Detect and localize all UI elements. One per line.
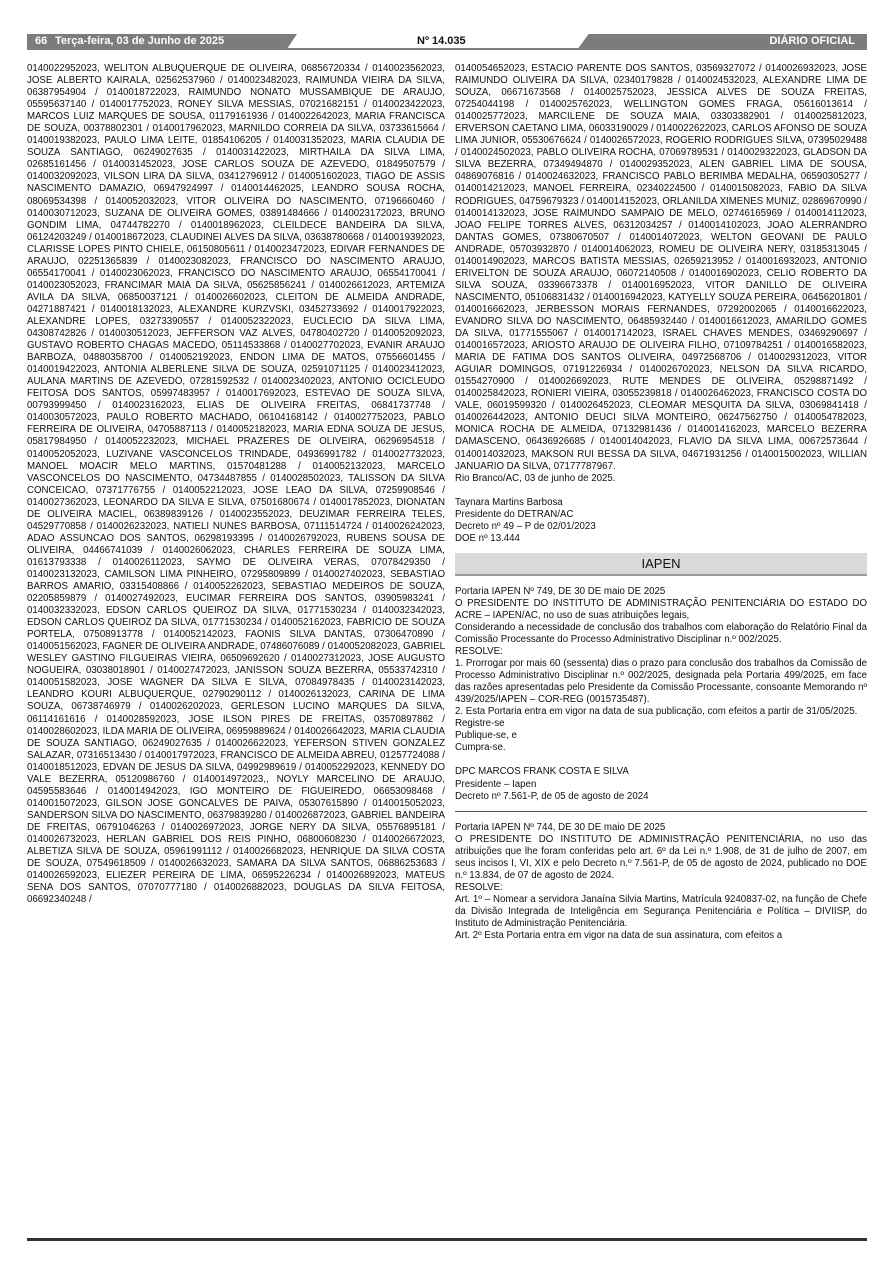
section-divider [455,811,867,812]
right-column-list: 0140054652023, ESTACIO PARENTE DOS SANTOS, 03569327072 / 0140026932023, JOSE RAIMUNDO OLIVEIRA DA SILVA, 02340179828 / 0140024532023, ALEXANDRE LIMA DE SOUZA, 06671673568 / 0140025752023, JESSICA ALVES DE SOUZA FREITAS, 07254044198 / 0140025762023, WELLINGTON GOMES FRAGA, 05616013614 / 0140025772023, MARCILENE DE SOUZA MAIA, 03303382901 / 0140025812023, ERVERSON CAETANO LIMA, 06033190029 / 0140022622023, CARLOS AFONSO DE SOUZA LIMA JUNIOR, 05530676624 / 0140026572023, ROGERIO RODRIGUES SILVA, 07395029488 / 0140024502023, PABLO OLIVEIRA ROCHA, 07069789531 / 0140029322023, GLADSON DA SILVA BEZERRA, 07349494870 / 0140029352023, ALEN GABRIEL LIMA DE SOUSA, 04869076816 / 0140024632023, FRANCISCO PABLO BERIMBA MEDALHA, 06590305277 / 0140014212023, MANOEL FERREIRA, 02340224500 / 0140015082023, FABIO DA SILVA RODRIGUES, 04759679323 / 0140014152023, ORLANILDA XIMENES MUNIZ, 02869670990 / 0140014132023, JOSE RAIMUNDO SAMPAIO DE MELO, 02746165969 / 0140014112023, JOAO FELIPE TORRES ALVES, 06312034257 / 0140014102023, JOAO ALERRANDRO DANTAS GOMES, 07380670507 / 0140014072023, WELTON GEOVANI DE PAULO ANDRADE, 05703932870 / 0140014062023, ROMEU DE OLIVEIRA NERY, 03185313045 / 0140014902023, MARCOS BATISTA MESSIAS, 02659213952 / 0140016932023, ANTONIO ERIVELTON DE SOUZA ARAUJO, 06072140508 / 0140016902023, CELIO ROBERTO DA SILVA SOUZA, 03396673378 / 0140016952023, VITOR DANILLO DE OLIVEIRA NASCIMENTO, 05106831432 / 0140016942023, KATYELLY SOUZA PEREIRA, 06456201801 / 0140016662023, JERBESSON MORAIS FERNANDES, 07292002065 / 0140016622023, EVANDRO SILVA DO NASCIMENTO, 06485932440 / 0140016612023, AMARILDO GOMES DA SILVA, 01771555067 / 0140017142023, ISRAEL CHAVES MENDES, 03469290697 / 0140016572023, ARIOSTO ARAUJO DE OLIVEIRA FILHO, 07109784251 / 0140016582023, MARIA DE FATIMA DOS SANTOS OLIVEIRA, 04972568706 / 0140029312023, VITOR AGUIAR DOMINGOS, 07191226934 / 0140026702023, NELSON DA SILVA RICARDO, 01554270900 / 0140026692023, RUTE MENDES DE OLIVEIRA, 05298871492 / 0140025842023, RONIERI VIEIRA, 03055239818 / 0140026462023, FRANCISCO COSTA DO VALE, 06019599320 / 0140026452023, CLEOMAR MESQUITA DA SILVA, 03069841418 / 0140026442023, ANTONIO DEUCI SILVA MONTEIRO, 06247562750 / 0140054782023, MONICA ROCHA DE ALMEIDA, 07132981436 / 0140014162023, MARCELO BEZERRA DAMASCENO, 06436926685 / 0140014042023, FLAVIO DA SILVA LIMA, 00672573644 / 0140014032023, MAKSON RUI BESSA DA SILVA, 04671931256 / 0140015002023, WILLIAN JANUARIO DA SILVA, 07177787967. [455,63,867,472]
signer1-role: Presidente do DETRAN/AC [455,508,574,520]
portaria1-resolve: RESOLVE: [455,646,503,658]
page-bottom-rule [27,1238,867,1241]
header-rule [27,48,867,50]
signer2-name: DPC MARCOS FRANK COSTA E SILVA [455,766,629,778]
signer1-name: Taynara Martins Barbosa [455,496,563,508]
section-header-iapen: IAPEN [455,553,867,576]
portaria1-item2: 2. Esta Portaria entra em vigor na data de sua publicação, com efeitos a partir de 31/05/2025. [455,706,858,718]
signer2-decree: Decreto nº 7.561-P, de 05 de agosto de 2024 [455,790,649,802]
page-number: 66 [35,35,48,47]
right-column [455,63,867,1233]
portaria2-title: Portaria IAPEN Nº 744, DE 30 DE maio DE 2025 [455,821,666,833]
portaria1-title: Portaria IAPEN Nº 749, DE 30 DE maio DE 2025 [455,585,666,597]
portaria2-resolve: RESOLVE: [455,881,503,893]
portaria1-closing3: Cumpra-se. [455,742,506,754]
portaria1-intro: O PRESIDENTE DO INSTITUTO DE ADMINISTRAÇÃO PENITENCIÁRIA DO ESTADO DO ACRE – IAPEN/AC, no uso de suas atribuições legais, [455,597,867,621]
portaria2-art1: Art. 1º – Nomear a servidora Janaína Silvia Martins, Matrícula 9240837-02, na função de Chefe da Divisão Integrada de Inteligência em Segurança Penitenciária e Política – DIVIISP, do Instituto de Administração Penitenciária. [455,893,867,929]
portaria1-closing1: Registre-se [455,718,505,730]
publication-title: DIÁRIO OFICIAL [769,35,855,47]
left-column [27,63,445,1233]
issue-date: Terça-feira, 03 de Junho de 2025 [55,35,225,47]
left-column-list: 0140022952023, WELITON ALBUQUERQUE DE OLIVEIRA, 06856720334 / 0140023562023, JOSE ALBERTO KAIRALA, 02562537960 / 0140023482023, RAIMUNDA VIEIRA DA SILVA, 06387954904 / 0140018722023, RAIMUNDO NONATO MUSSAMBIQUE DE ARAUJO, 05595637140 / 0140017752023, RONEY SILVA MESSIAS, 07021682151 / 0140023422023, MARCOS LUIZ MARQUES DE SOUSA, 01179161936 / 0140022642023, MARIA FRANCISCA DE SOUZA, 00378802301 / 0140017962023, MARNILDO CORREIA DA SILVA, 03733615664 / 0140019382023, PAULO LIMA LEITE, 01854106205 / 0140031352023, MARIA CLAUDIA DE SOUZA SANTIAGO, 06249027635 / 0140031422023, MIRTHAILA DA SILVA LIMA, 02685161456 / 0140031452023, JOSE CARLOS SOUZA DE AZEVEDO, 01849507579 / 0140032092023, VILSON LIRA DA SILVA, 03412796912 / 0140051602023, TIAGO DE ASSIS NASCIMENTO DAMAZIO, 06947924997 / 0140014462025, LEANDRO SOUSA ROCHA, 08069534398 / 0140052032023, VITOR OLIVEIRA DO NASCIMENTO, 07196660460 / 0140030712023, SUZANA DE OLIVEIRA GOMES, 03891484666 / 0140023172023, BRUNO GONDIM LIMA, 04744782270 / 0140018962023, CLEILDECE BANDEIRA DA SILVA, 06124203249 / 0140018672023, CLAUDINEI ALVES DA SILVA, 03638780668 / 0140019392023, CLARISSE LOPES PINTO CHIELE, 06150805611 / 0140023472023, EDIVAR FERNANDES DE ARAUJO, 02251365839 / 0140023082023, FRANCISCO DO NASCIMENTO ARAUJO, 06554170041 / 0140023062023, FRANCISCO DO NASCIMENTO ARAUJO, 06554170041 / 0140023052023, FRANCIMAR MAIA DA SILVA, 05625856241 / 0140026612023, ARTEMIZA AVILA DA SILVA, 06850037121 / 0140026602023, CLEITON DE ALMEIDA ANDRADE, 04271887421 / 0140018132023, ALEXANDRE KURZVSKI, 03452733692 / 0140017922023, ALEXANDRE LOPES, 03273390557 / 0140052322023, EUCLECIO DA SILVA LIMA, 04308742826 / 0140030512023, JEFFERSON VAZ ALVES, 04780402720 / 0140052092023, GUSTAVO ROBERTO CHAGAS MACEDO, 05114533868 / 0140027702023, EVANIR ARAUJO BARBOZA, 04880358700 / 0140052192023, ENDON LIMA DE MATOS, 07556601455 / 0140019422023, ANTONIA ALBERLENE SILVA DE SOUZA, 02591071125 / 0140023412023, AULANA MARTINS DE AZEVEDO, 07281592532 / 0140023402023, ANTONIO OCICLEUDO FEITOSA DOS SANTOS, 05997483957 / 0140017692023, ESTEVAO DE SOUZA SILVA, 00793999450 / 0140023162023, ELIAS DE OLIVEIRA FREITAS, 06841737748 / 0140030572023, PAULO ROBERTO MACHADO, 06104168142 / 0140027752023, PABLO FERREIRA DE OLIVEIRA, 04705887113 / 0140052182023, MARIA EDNA SOUZA DE JESUS, 05817984950 / 0140052232023, MICHAEL PRAZERES DE OLIVEIRA, 06296954518 / 0140052052023, LUZIVANE VASCONCELOS TRINDADE, 04936991782 / 0140027732023, MANOEL MOACIR MELO MARTINS, 01570481288 / 0140052132023, MARCELO VASCONCELOS DO NASCIMENTO, 04734487855 / 0140028502023, TALISSON DA SILVA CONCEICAO, 07371776755 / 0140052212023, JOSE LEAO DA SILVA, 07259908546 / 0140027362023, LEONARDO DA SILVA E SILVA, 07501680674 / 0140017852023, DIONATAN DE OLIVEIRA MACIEL, 06389839126 / 0140023552023, DEUZIMAR FERREIRA TELES, 04529770858 / 0140026232023, NATIELI NUNES BARBOSA, 07111514724 / 0140026242023, ADAO ASSUNCAO DOS SANTOS, 06298193395 / 0140026792023, RUBENS SOUSA DE OLIVEIRA, 04466741039 / 0140026062023, CHARLES FERREIRA DE SOUZA LIMA, 01613793338 / 0140026112023, SAYMO DE OLIVEIRA VERAS, 07078429350 / 0140023132023, CAMILSON LIMA PINHEIRO, 07295809899 / 0140027402023, SEBASTIAO BARROS AMARIO, 03315408866 / 0140052262023, SEBASTIAO MEDEIROS DE SOUZA, 02205859879 / 0140027492023, EUCIMAR FERREIRA DOS SANTOS, 03905983241 / 0140032332023, EDSON CARLOS QUEIROZ DA SILVA, 01771530234 / 0140032342023, EDSON CARLOS QUEIROZ DA SILVA, 01771530234 / 0140052162023, FABRICIO DE SOUZA PORTELA, 07508913778 / 0140052142023, FAONIS SILVA DANTAS, 07306470890 / 0140051562023, FAGNER DE OLIVEIRA ANDRADE, 07486076089 / 0140052082023, GABRIEL WESLEY GASTINO FILGUEIRAS VIEIRA, 06509692620 / 0140027312023, JOSE AUGUSTO NOGUEIRA, 03038018901 / 0140027472023, JANISSON SOUZA BEZERRA, 05533742310 / 0140051582023, JOSE WAGNER DA SILVA E SILVA, 07084978435 / 0140023142023, LEANDRO KOURI ALBUQUERQUE, 02790290112 / 0140026132023, CARINA DE LIMA SOUZA, 06738746979 / 0140026202023, GERLESON LUCINO MARQUES DA SILVA, 06114161616 / 0140028592023, JOSE ILSON PIRES DE FREITAS, 03570897862 / 0140028602023, ILDA MARIA DE OLIVEIRA, 06959889624 / 0140026642023, MARIA CLAUDIA DE SOUZA SANTIAGO, 06249027635 / 0140026622023, YEFERSON STIVEN GONZALEZ SALAZAR, 07316513430 / 0140017972023, FRANCISCO DE ALMEIDA ABREU, 01257724088 / 0140018512023, EDVAN DE JESUS DA SILVA, 04992989619 / 0140052292023, KENNEDY DO VALE BEZERRA, 05120986760 / 0140014972023,, NOYLY MARCELINO DE ARAUJO, 04595583646 / 0140014942023, IGO MONTEIRO DE FIGUEIREDO, 06653098468 / 0140015072023, GILSON JOSE GONCALVES DE PAIVA, 05307615890 / 0140015052023, SANDERSON SILVA DO NASCIMENTO, 06379839280 / 0140026872023, GABRIEL BANDEIRA DE FREITAS, 06791046263 / 0140026972023, JORGE NERY DA SILVA, 05576895181 / 0140026732023, HERLAN GABRIEL DOS REIS PINHO, 06800608230 / 0140026672023, ALBETIZA SILVA DE SOUZA, 05961991112 / 0140026682023, HENRIQUE DA SILVA COSTA DE SOUZA, 07549618509 / 0140026632023, SAMARA DA SILVA SANTOS, 06886253683 / 0140026592023, ELIEZER PEREIRA DE LIMA, 06595226234 / 0140026892023, MATEUS SENA DOS SANTOS, 07070777180 / 0140026882023, DOUGLAS DA SILVA FEITOSA, 06692340248 / [27,63,445,906]
portaria1-considering: Considerando a necessidade de conclusão dos trabalhos com elaboração do Relatório Final da Comissão Processante do Processo Administrativo Disciplinar n.º 002/2025. [455,621,867,646]
portaria1-item1: 1. Prorrogar por mais 60 (sessenta) dias o prazo para conclusão dos trabalhos da Comissão de Processo Administrativo Disciplinar n.º 002/2025, designada pela Portaria 499/2025, em face das razões apresentadas pelo Presidente da Comissão Processante, consoante Memorando nº 439/2025/IAPEN – COR-REG (0015735487). [455,658,867,706]
portaria2-art2: Art. 2º Esta Portaria entra em vigor na data de sua assinatura, com efeitos a [455,930,783,942]
page-header [27,34,867,50]
issue-number: Nº 14.035 [417,35,466,47]
signer1-decree: Decreto nº 49 – P de 02/01/2023 [455,520,596,532]
signer1-doe: DOE nº 13.444 [455,532,520,544]
signer2-role: Presidente – Iapen [455,778,537,790]
place-date: Rio Branco/AC, 03 de junho de 2025. [455,472,616,484]
portaria2-intro: O PRESIDENTE DO INSTITUTO DE ADMINISTRAÇÃO PENITENCIÁRIA, no uso das atribuições que lhe foram conferidas pelo art. 6º da Lei n.º 1.908, de 31 de julho de 2007, em seus incisos I, VI, XIX e pelo Decreto n.º 7.561-P, de 05 de agosto de 2024, publicado no DOE n.º 13.834, de 07 de agosto de 2024. [455,833,867,881]
portaria1-closing2: Publique-se, e [455,730,517,742]
